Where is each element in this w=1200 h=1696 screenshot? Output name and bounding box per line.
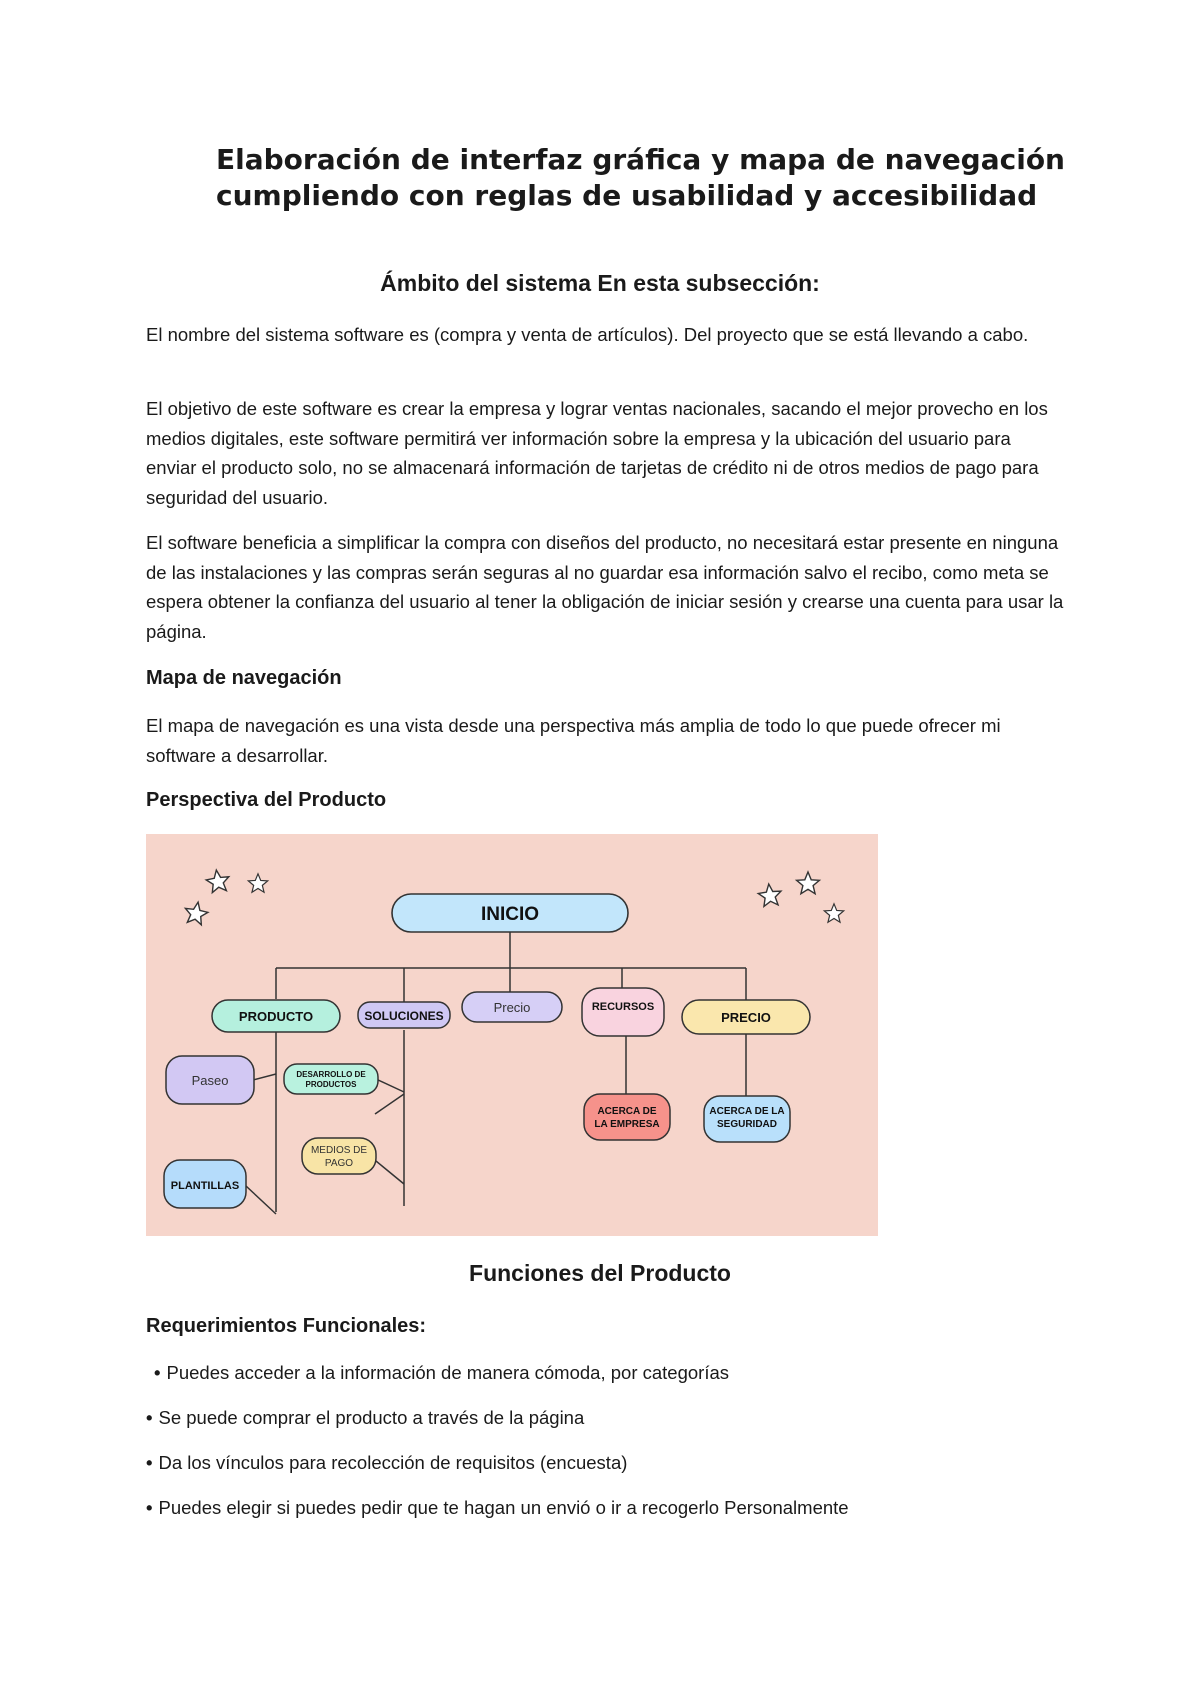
star-icon — [757, 883, 782, 907]
node-desarrollo-label-1: DESARROLLO DE — [296, 1070, 366, 1079]
star-icon — [248, 874, 267, 892]
node-medios-label-1: MEDIOS DE — [310, 1145, 368, 1156]
node-empresa-label-2: LA EMPRESA — [594, 1119, 660, 1130]
bullet-marker: • — [154, 1362, 161, 1383]
node-recursos-label: RECURSOS — [591, 1001, 655, 1013]
node-desarrollo-label-2: PRODUCTOS — [305, 1080, 357, 1089]
section-heading-perspectiva: Perspectiva del Producto — [146, 789, 387, 811]
section-heading-funciones: Funciones del Producto — [469, 1260, 731, 1286]
node-empresa-label-1: ACERCA DE — [597, 1106, 657, 1117]
paragraph-mapa: El mapa de navegación es una vista desde una perspectiva más amplia de todo lo que puede ofrecer mi software a desarrollar. — [146, 715, 1001, 766]
list-item-text: Da los vínculos para recolección de requisitos (encuesta) — [158, 1452, 628, 1473]
star-icon — [797, 872, 820, 894]
node-inicio-label: INICIO — [480, 904, 540, 925]
node-seguridad-label-1: ACERCA DE LA — [709, 1106, 785, 1117]
section-heading-ambito: Ámbito del sistema En esta subsección: — [380, 270, 820, 296]
paragraph-nombre: El nombre del sistema software es (compra y venta de artículos). Del proyecto que se está llevando a cabo. — [146, 324, 1029, 345]
node-desarrollo — [284, 1064, 378, 1094]
list-item — [146, 1452, 627, 1474]
navigation-map-diagram — [146, 834, 878, 1236]
node-acerca-empresa — [584, 1094, 670, 1140]
star-icon — [183, 900, 209, 925]
list-item-text: Puedes acceder a la información de manera cómoda, por categorías — [166, 1362, 729, 1383]
list-item — [146, 1407, 584, 1429]
list-item — [146, 1497, 849, 1519]
node-precio-label: PRECIO — [721, 1010, 771, 1025]
star-icon — [824, 904, 843, 922]
navigation-map-svg — [146, 834, 878, 1236]
title-line-2: cumpliendo con reglas de usabilidad y accesibilidad — [216, 179, 1038, 212]
bullet-marker: • — [146, 1497, 153, 1518]
list-item-text: Se puede comprar el producto a través de la página — [158, 1407, 585, 1428]
paragraph-objetivo: El objetivo de este software es crear la empresa y lograr ventas nacionales, sacando el mejor provecho en los medios digitales, este software permitirá ver información sobre la empresa y la ubicación del usuario para enviar el producto solo, no se almacenará información de tarjetas de crédito ni de otros medios de pago para seguridad del usuario. — [146, 398, 1048, 508]
star-icon — [205, 869, 231, 894]
node-paseo-label: Paseo — [191, 1073, 229, 1088]
bullet-marker: • — [146, 1407, 153, 1428]
list-item — [154, 1362, 729, 1384]
node-plantillas-label: PLANTILLAS — [170, 1180, 240, 1192]
node-soluciones-label: SOLUCIONES — [364, 1009, 444, 1023]
page-title — [216, 142, 1116, 214]
node-producto-label: PRODUCTO — [238, 1009, 314, 1024]
title-line-1: Elaboración de interfaz gráfica y mapa de navegación — [216, 143, 1065, 176]
node-seguridad-label-2: SEGURIDAD — [716, 1119, 778, 1130]
paragraph-beneficio: El software beneficia a simplificar la compra con diseños del producto, no necesitará estar presente en ninguna de las instalaciones y las compras serán seguras al no guardar esa información salvo el recibo, como meta se espera obtener la confianza del usuario al tener la obligación de iniciar sesión y crearse una cuenta para usar la página. — [146, 532, 1064, 642]
section-subheading-requerimientos: Requerimientos Funcionales: — [146, 1315, 427, 1337]
node-medios-label-2: PAGO — [324, 1158, 354, 1169]
list-item-text: Puedes elegir si puedes pedir que te hagan un envió o ir a recogerlo Personalmente — [158, 1497, 849, 1518]
section-heading-mapa: Mapa de navegación — [146, 667, 342, 689]
node-precio-lower-label: Precio — [493, 1000, 531, 1015]
bullet-marker: • — [146, 1452, 153, 1473]
